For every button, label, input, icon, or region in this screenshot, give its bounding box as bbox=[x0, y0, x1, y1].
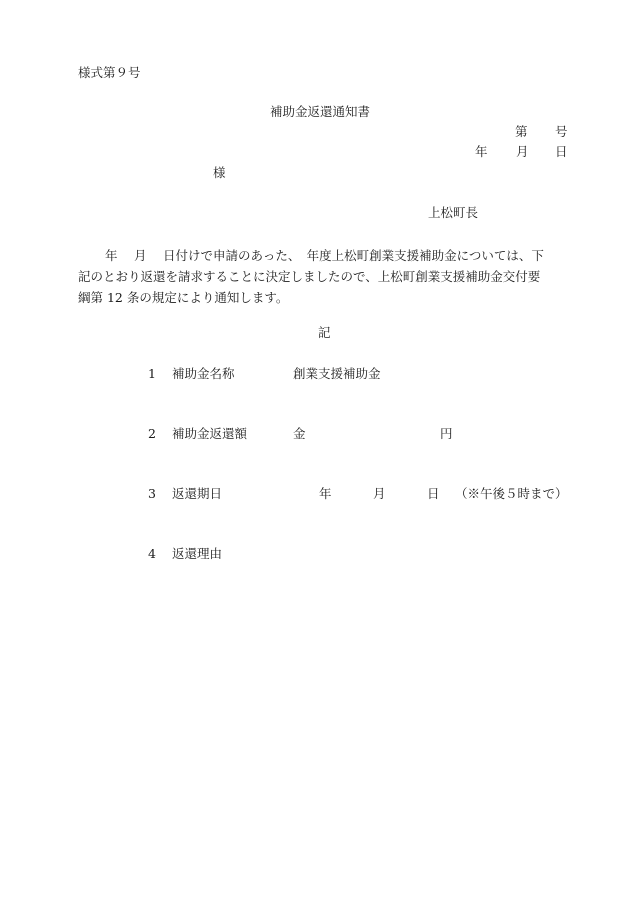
item-number: 4 bbox=[148, 546, 156, 561]
document-title: 補助金返還通知書 bbox=[270, 104, 371, 119]
item-label: 補助金返還額 bbox=[172, 426, 248, 441]
item-number: 1 bbox=[148, 366, 156, 381]
amount-prefix: 金 bbox=[293, 426, 306, 441]
deadline-day: 日 bbox=[427, 486, 440, 501]
item-label: 返還理由 bbox=[172, 546, 223, 561]
deadline-note: （※午後５時まで） bbox=[455, 486, 568, 501]
amount-unit: 円 bbox=[440, 426, 453, 441]
doc-number-suffix: 号 bbox=[555, 124, 568, 139]
body-paragraph bbox=[78, 245, 568, 308]
item-label: 返還期日 bbox=[172, 486, 223, 501]
date-month: 月 bbox=[516, 144, 529, 159]
ki-heading: 記 bbox=[318, 325, 331, 340]
addressee-honorific: 様 bbox=[213, 165, 226, 180]
deadline-month: 月 bbox=[373, 486, 386, 501]
body-line: 年 月 日付けで申請のあった、 年度上松町創業支援補助金については、下 bbox=[105, 248, 544, 263]
deadline-year: 年 bbox=[319, 486, 332, 501]
item-number: 3 bbox=[148, 486, 156, 501]
body-line: 記のとおり返還を請求することに決定しましたので、上松町創業支援補助金交付要 bbox=[78, 269, 541, 284]
item-label: 補助金名称 bbox=[172, 366, 235, 381]
doc-number-prefix: 第 bbox=[515, 124, 528, 139]
body-line: 綱第 12 条の規定により通知します。 bbox=[78, 290, 289, 305]
form-number: 様式第９号 bbox=[78, 65, 141, 80]
item-value: 創業支援補助金 bbox=[293, 366, 381, 381]
item-number: 2 bbox=[148, 426, 156, 441]
sender-name: 上松町長 bbox=[428, 205, 479, 220]
date-year: 年 bbox=[475, 144, 488, 159]
date-day: 日 bbox=[555, 144, 568, 159]
